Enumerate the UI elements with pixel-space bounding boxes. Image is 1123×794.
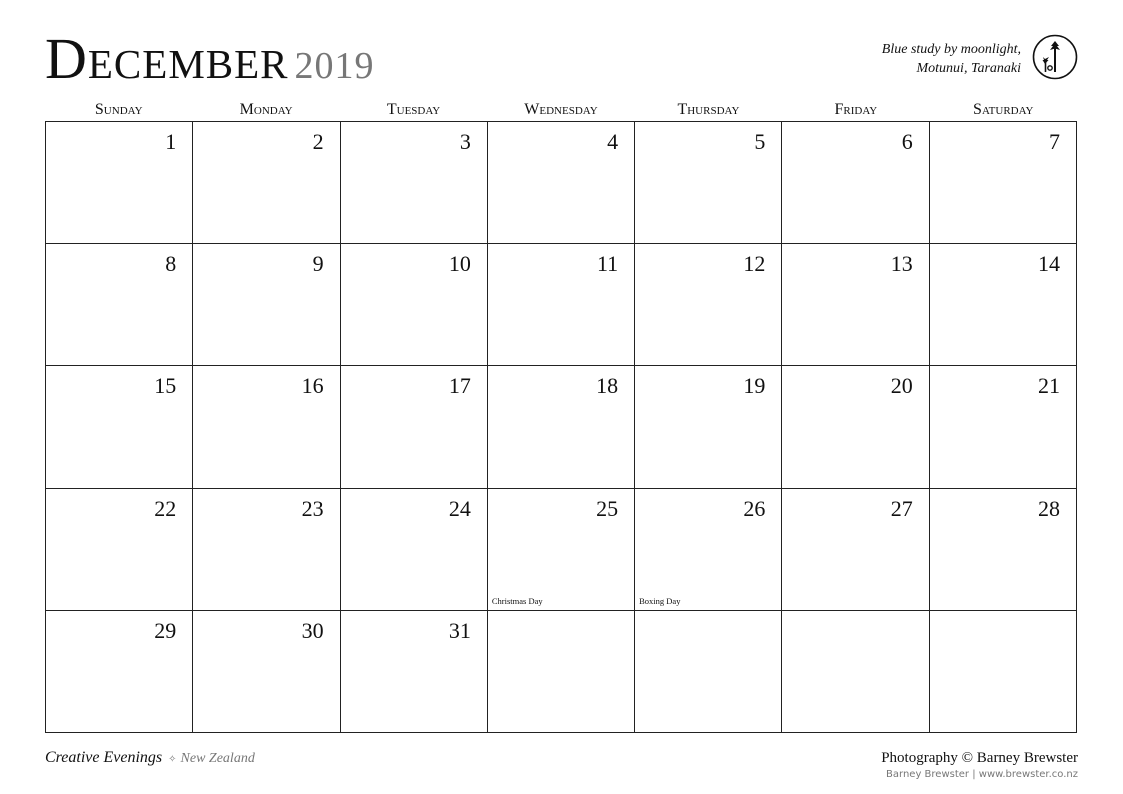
day-cell[interactable] <box>635 122 782 244</box>
day-number: 11 <box>596 251 619 277</box>
day-number: 8 <box>165 251 177 277</box>
day-number: 24 <box>448 495 471 521</box>
caption-line-1: Blue study by moonlight, <box>881 42 1021 57</box>
brand-region: New Zealand <box>180 751 255 766</box>
day-cell[interactable] <box>193 366 340 488</box>
brand-name: Creative Evenings <box>45 749 163 766</box>
weekday-wednesday: Wednesday <box>524 101 598 118</box>
day-cell[interactable] <box>341 366 488 488</box>
day-cell[interactable] <box>782 122 929 244</box>
day-cell[interactable] <box>341 244 488 366</box>
day-cell[interactable] <box>782 366 929 488</box>
day-number: 14 <box>1038 251 1060 277</box>
day-cell[interactable] <box>635 489 782 611</box>
empty-day-cell <box>782 611 929 733</box>
day-cell[interactable] <box>193 489 340 611</box>
day-cell[interactable] <box>635 366 782 488</box>
day-cell[interactable] <box>193 611 340 733</box>
day-number: 30 <box>301 617 324 643</box>
day-number: 9 <box>312 251 324 277</box>
year-label: 2019 <box>294 45 375 87</box>
separator-icon: ✧ <box>168 754 177 765</box>
day-number: 7 <box>1049 129 1060 154</box>
fern-moon-emblem-icon <box>1032 34 1078 80</box>
day-number: 3 <box>459 129 471 154</box>
day-cell[interactable] <box>930 122 1077 244</box>
calendar-grid <box>45 121 1077 733</box>
day-number: 4 <box>607 129 619 154</box>
day-cell[interactable] <box>193 244 340 366</box>
day-cell[interactable] <box>930 489 1077 611</box>
holiday-boxing-day: Boxing Day <box>639 595 681 606</box>
day-number: 29 <box>154 617 177 643</box>
month-name: December <box>45 26 289 91</box>
day-number: 16 <box>301 373 324 399</box>
day-cell[interactable] <box>46 122 193 244</box>
photo-credit: Photography © Barney Brewster <box>881 750 1078 766</box>
day-cell[interactable] <box>488 366 635 488</box>
empty-day-cell <box>930 611 1077 733</box>
day-number: 12 <box>743 251 766 277</box>
day-number: 1 <box>165 129 177 154</box>
day-cell[interactable] <box>341 611 488 733</box>
day-number: 6 <box>901 129 913 154</box>
calendar-title <box>45 26 375 91</box>
day-cell[interactable] <box>46 366 193 488</box>
day-cell[interactable] <box>46 489 193 611</box>
day-cell[interactable] <box>46 611 193 733</box>
day-cell[interactable] <box>341 489 488 611</box>
day-number: 31 <box>448 617 471 643</box>
website-link[interactable]: Barney Brewster | www.brewster.co.nz <box>886 769 1078 780</box>
day-cell[interactable] <box>488 489 635 611</box>
weekday-friday: Friday <box>834 101 878 118</box>
day-cell[interactable] <box>930 244 1077 366</box>
day-number: 23 <box>301 495 324 521</box>
day-cell[interactable] <box>782 489 929 611</box>
empty-day-cell <box>635 611 782 733</box>
day-number: 19 <box>743 373 766 399</box>
day-number: 22 <box>154 495 177 521</box>
day-cell[interactable] <box>193 122 340 244</box>
caption-line-2: Motunui, Taranaki <box>916 61 1021 76</box>
weekday-thursday: Thursday <box>677 101 740 118</box>
day-number: 15 <box>154 373 177 399</box>
day-number: 27 <box>890 495 913 521</box>
weekday-saturday: Saturday <box>973 101 1034 118</box>
day-cell[interactable] <box>488 244 635 366</box>
day-cell[interactable] <box>930 366 1077 488</box>
weekday-header <box>45 100 1077 120</box>
day-number: 26 <box>743 495 766 521</box>
day-number: 10 <box>448 251 471 277</box>
day-number: 28 <box>1038 495 1060 521</box>
photo-caption <box>882 40 1021 78</box>
footer-credits <box>881 749 1078 782</box>
day-number: 13 <box>890 251 913 277</box>
day-number: 25 <box>596 495 619 521</box>
day-cell[interactable] <box>635 244 782 366</box>
day-cell[interactable] <box>782 244 929 366</box>
day-number: 20 <box>890 373 913 399</box>
weekday-monday: Monday <box>239 101 293 118</box>
empty-day-cell <box>488 611 635 733</box>
footer-brand <box>45 748 255 770</box>
day-number: 21 <box>1038 373 1060 399</box>
day-number: 5 <box>754 129 766 154</box>
day-cell[interactable] <box>488 122 635 244</box>
day-cell[interactable] <box>341 122 488 244</box>
weekday-tuesday: Tuesday <box>386 101 441 118</box>
day-number: 18 <box>596 373 619 399</box>
day-cell[interactable] <box>46 244 193 366</box>
weekday-sunday: Sunday <box>94 101 143 118</box>
day-number: 2 <box>312 129 324 154</box>
holiday-christmas-day: Christmas Day <box>491 595 543 606</box>
day-number: 17 <box>448 373 471 399</box>
